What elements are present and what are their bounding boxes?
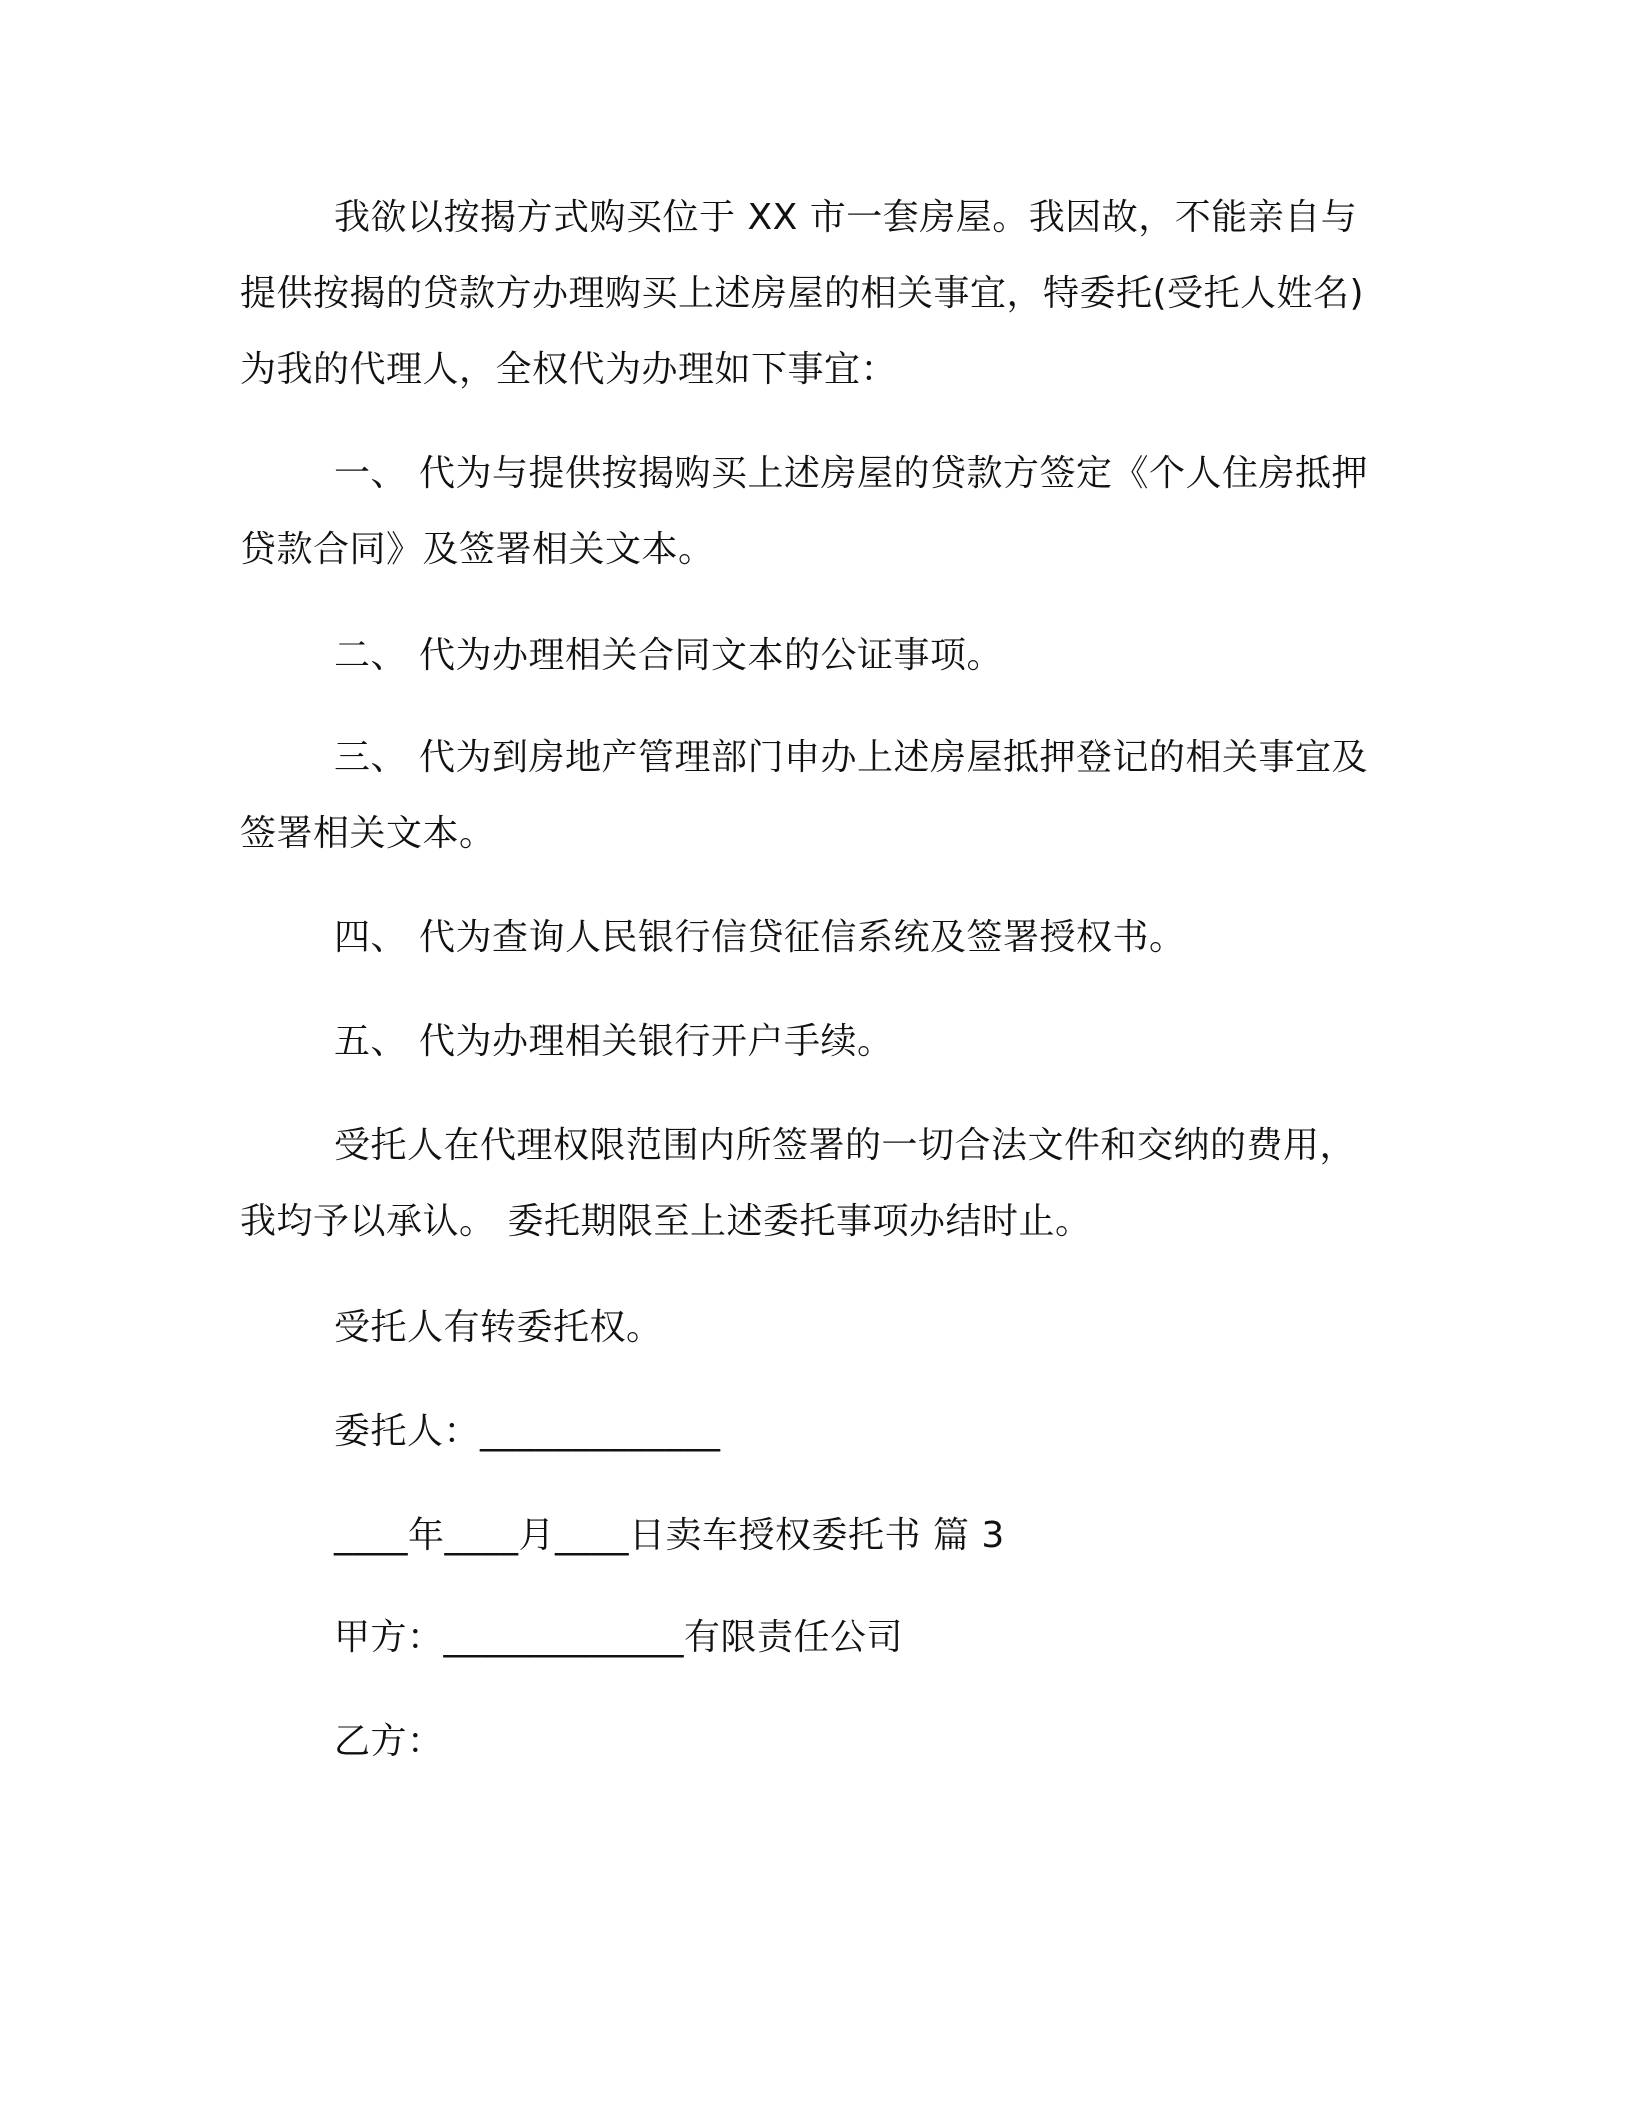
- sub-delegation-line: 受托人有转委托权。: [334, 1307, 663, 1348]
- list-item-3-line-1: 三、 代为到房地产管理部门申办上述房屋抵押登记的相关事宜及: [334, 737, 1368, 778]
- principal-signature-line: 委托人：_____________: [334, 1411, 721, 1452]
- list-item-4-line-1: 四、 代为查询人民银行信贷征信系统及签署授权书。: [334, 917, 1186, 958]
- party-b-line: 乙方：: [334, 1721, 444, 1762]
- list-item-5-line-1: 五、 代为办理相关银行开户手续。: [334, 1021, 894, 1062]
- list-item-3-line-2: 签署相关文本。: [240, 813, 496, 854]
- intro-paragraph-line-1: 我欲以按揭方式购买位于 XX 市一套房屋。我因故，不能亲自与: [334, 197, 1358, 238]
- list-item-2-line-1: 二、 代为办理相关合同文本的公证事项。: [334, 635, 1003, 676]
- date-and-section-title: ____年____月____日卖车授权委托书 篇 3: [334, 1515, 1005, 1556]
- acknowledgement-line-2: 我均予以承认。 委托期限至上述委托事项办结时止。: [240, 1201, 1092, 1242]
- intro-paragraph-line-2: 提供按揭的贷款方办理购买上述房屋的相关事宜，特委托(受托人姓名): [240, 273, 1365, 314]
- acknowledgement-line-1: 受托人在代理权限范围内所签署的一切合法文件和交纳的费用，: [334, 1125, 1357, 1166]
- list-item-1-line-1: 一、 代为与提供按揭购买上述房屋的贷款方签定《个人住房抵押: [334, 453, 1368, 494]
- intro-paragraph-line-3: 为我的代理人，全权代为办理如下事宜：: [240, 349, 898, 390]
- party-a-line: 甲方：_____________有限责任公司: [334, 1617, 904, 1658]
- list-item-1-line-2: 贷款合同》及签署相关文本。: [240, 529, 715, 570]
